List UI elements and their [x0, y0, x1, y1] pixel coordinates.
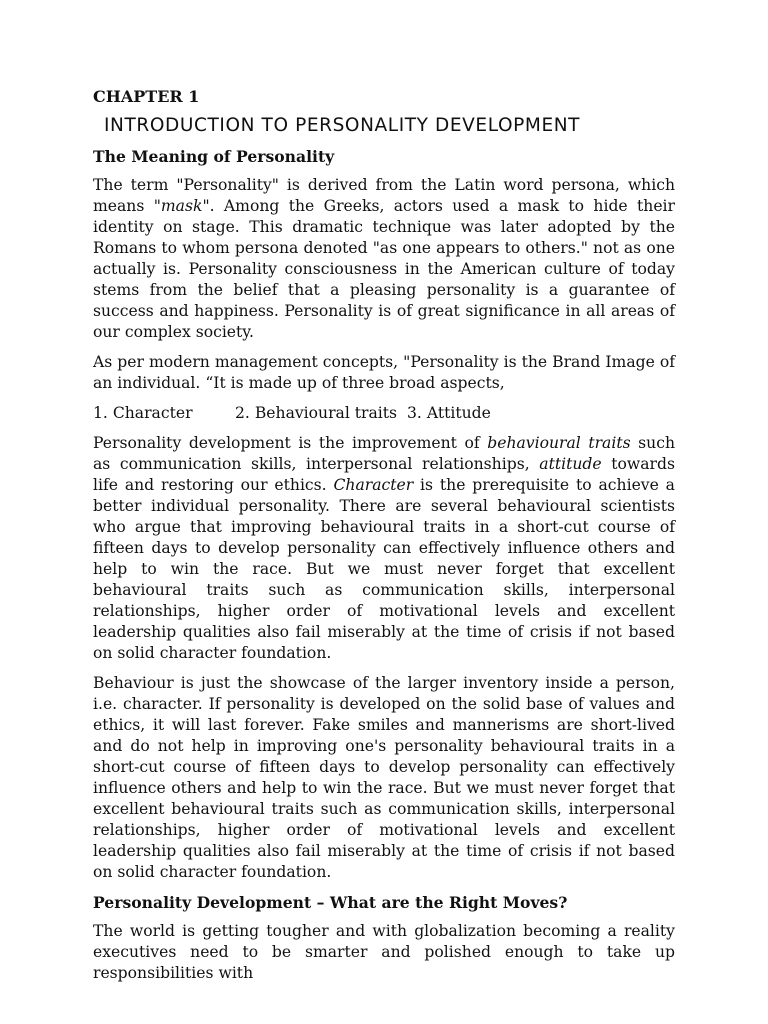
paragraph-brand-image: As per modern management concepts, "Personality is the Brand Image of an individual. “It is made up of three broad aspects,	[93, 353, 675, 392]
emphasis-behavioural-traits: behavioural traits	[487, 434, 631, 452]
text-run: towards life and restoring our ethics.	[93, 455, 675, 494]
text-run: Personality development is the improvement of	[93, 434, 488, 452]
text-run: ". Among the Greeks, actors used a mask to hide their identity on stage. This dramatic technique was later adopted by the Romans to whom persona denoted "as one appears to others." not as one actually is. Personality consciousness in the American culture of today stems from the belief that a pleasing personality is a guarantee of success and happiness. Personality is of great significance in all areas of our complex society.	[93, 197, 675, 341]
section-heading-meaning: The Meaning of Personality	[93, 147, 335, 166]
text-run: The term "Personality" is derived from the Latin word persona, which means "	[93, 176, 675, 215]
paragraph-behaviour: Behaviour is just the showcase of the larger inventory inside a person, i.e. character. If personality is developed on the solid base of values and ethics, it will last forever. Fake smiles and mannerisms are short-lived and do not help in improving one's personality behavioural traits in a short-cut course of fifteen days to develop personality can effectively influence others and help to win the race. But we must never forget that excellent behavioural traits such as communication skills, interpersonal relationships, higher order of motivational levels and excellent leadership qualities also fail miserably at the time of crisis if not based on solid character foundation.	[93, 674, 675, 881]
text-run: such as communication skills, interpersonal relationships,	[93, 434, 675, 473]
chapter-title: INTRODUCTION TO PERSONALITY DEVELOPMENT	[104, 115, 581, 136]
aspect-item: 3. Attitude	[407, 404, 491, 422]
aspects-list	[93, 403, 675, 424]
paragraph-persona	[93, 175, 675, 343]
aspect-item: 1. Character	[93, 404, 193, 422]
text-run: is the prerequisite to achieve a better individual personality. There are several behavioural scientists who argue that improving behavioural traits in a short-cut course of fifteen days to develop personality can effectively influence others and help to win the race. But we must never forget that excellent behavioural traits such as communication skills, interpersonal relationships, higher order of motivational levels and excellent leadership qualities also fail miserably at the time of crisis if not based on solid character foundation.	[93, 476, 675, 662]
aspect-item: 2. Behavioural traits	[235, 404, 398, 422]
paragraph-development	[93, 433, 675, 664]
emphasis-attitude: attitude	[539, 455, 602, 473]
emphasis-character: Character	[333, 476, 414, 494]
document-page	[93, 86, 675, 993]
emphasis-mask: mask	[160, 197, 203, 215]
chapter-label: CHAPTER 1	[93, 87, 200, 106]
paragraph-globalization: The world is getting tougher and with globalization becoming a reality executives need to be smarter and polished enough to take up responsibilities with	[93, 922, 675, 982]
section-heading-right-moves: Personality Development – What are the Right Moves?	[93, 893, 568, 912]
